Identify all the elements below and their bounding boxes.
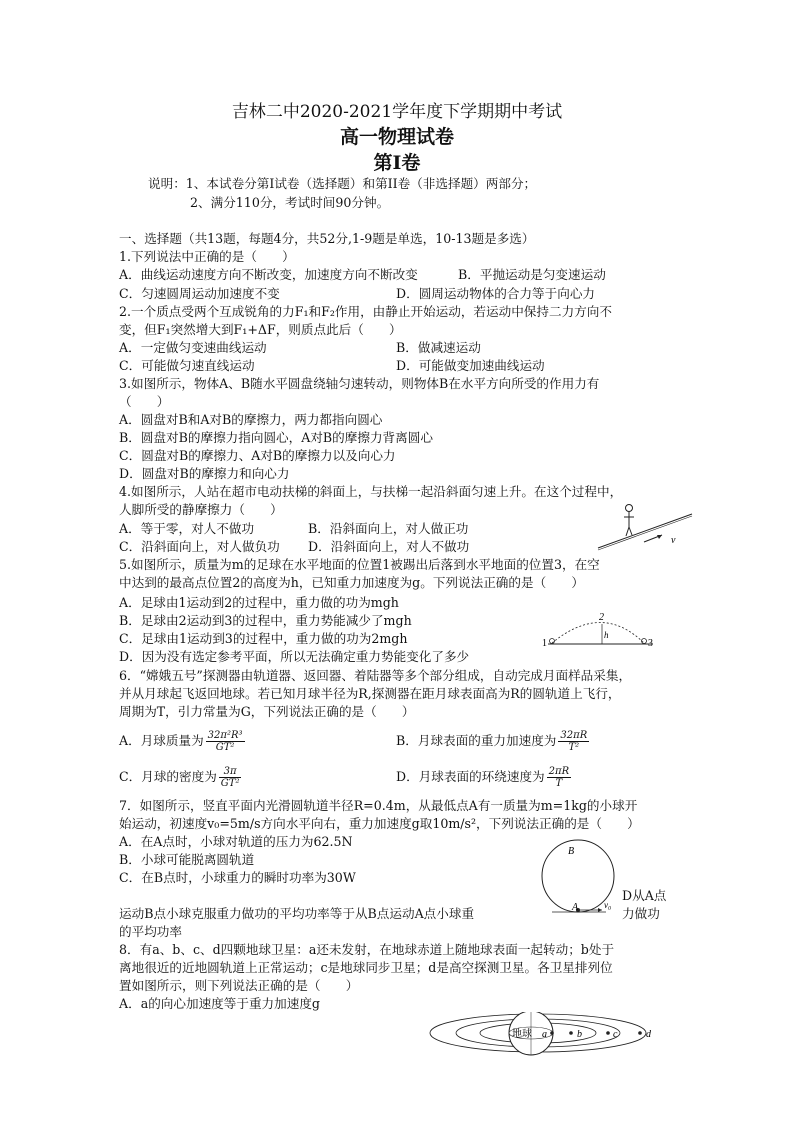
point-a-label: A — [572, 902, 579, 913]
q1-stem: 1.下列说法中正确的是（ ） — [119, 249, 295, 264]
football-trajectory-figure — [540, 610, 660, 652]
q7-stem-1: 7．如图所示，竖直平面内光滑圆轨道半径R=0.4m，从最低点A有一质量为m=1kg的小球开 — [119, 798, 638, 813]
q6-option-d-fraction — [547, 766, 571, 789]
q6-stem-1: 6．“嫦娥五号”探测器由轨道器、返回器、着陆器等多个部分组成，自动完成月面样品采集， — [119, 668, 632, 683]
q2-stem-1: 2.一个质点受两个互成锐角的力F₁和F₂作用，由静止开始运动，若运动中保持二力方向不 — [119, 304, 612, 319]
q1-option-a: A．曲线运动速度方向不断改变，加速度方向不断改变 — [119, 267, 418, 282]
note-1: 说明：1、本试卷分第Ⅰ试卷（选择题）和第II卷（非选择题）两部分； — [148, 176, 537, 191]
point-b-label: B — [568, 846, 575, 857]
q3-option-b: B．圆盘对B的摩擦力指向圆心，A对B的摩擦力背离圆心 — [119, 430, 433, 445]
satellite-a-label: a — [542, 1029, 547, 1040]
q4-option-a: A．等于零，对人不做功 — [119, 521, 255, 536]
position-2-label: 2 — [599, 612, 604, 623]
q6-option-b-fraction — [558, 730, 589, 753]
q6-option-c-text: C．月球的密度为 — [119, 769, 217, 784]
escalator-figure — [596, 500, 696, 552]
q5-option-d: D．因为没有选定参考平面，所以无法确定重力势能变化了多少 — [119, 649, 470, 664]
q6-c-numerator: 3π — [219, 766, 242, 778]
velocity-label: v — [671, 535, 676, 546]
note-2: 2、满分110分，考试时间90分钟。 — [190, 195, 390, 210]
q6-option-a-fraction — [206, 730, 245, 753]
school-title: 吉林二中2020-2021学年度下学期期中考试 — [231, 102, 563, 122]
q6-option-a-text: A．月球质量为 — [119, 733, 204, 748]
q6-option-b-text: B．月球表面的重力加速度为 — [396, 733, 557, 748]
q2-option-d: D．可能做变加速曲线运动 — [396, 358, 545, 373]
q6-stem-3: 周期为T，引力常量为G，下列说法正确的是（ ） — [119, 704, 415, 719]
height-label: h — [604, 630, 609, 640]
q4-option-c: C．沿斜面向上，对人做负功 — [119, 539, 280, 554]
q3-stem-2: （ ） — [119, 394, 170, 409]
satellites-orbit-figure — [428, 1012, 674, 1066]
q6-c-denominator: GT² — [220, 778, 240, 789]
q4-stem-1: 4.如图所示，人站在超市电动扶梯的斜面上，与扶梯一起沿斜面匀速上升。在这个过程中， — [119, 484, 623, 499]
q7-option-d-part1: D从A点 — [622, 888, 667, 903]
circular-track-figure — [532, 838, 624, 920]
q4-stem-2: 人脚所受的静摩擦力（ ） — [119, 502, 283, 517]
q4-option-d: D．沿斜面向上，对人不做功 — [308, 539, 470, 554]
q4-option-b: B．沿斜面向上，对人做正功 — [308, 521, 469, 536]
q5-option-c: C．足球由1运动到3的过程中，重力做的功为2mgh — [119, 631, 408, 646]
q6-option-a — [119, 730, 245, 753]
q2-option-c: C．可能做匀速直线运动 — [119, 358, 255, 373]
q2-stem-2: 变，但F₁突然增大到F₁+ΔF，则质点此后（ ） — [119, 322, 402, 337]
satellite-c-label: c — [613, 1029, 618, 1040]
q6-a-denominator: GT² — [215, 742, 235, 753]
q3-option-d: D．圆盘对B的摩擦力和向心力 — [119, 466, 290, 481]
q7-stem-2: 始运动，初速度v₀=5m/s方向水平向右，重力加速度g取10m/s²，下列说法正确的是（ ） — [119, 816, 640, 831]
q8-stem-2: 离地很近的近地圆轨道上正常运动；c是地球同步卫星；d是高空探测卫星。各卫星排列位 — [119, 960, 613, 975]
q5-stem-1: 5.如图所示，质量为m的足球在水平地面的位置1被踢出后落到水平地面的位置3，在空 — [119, 557, 600, 572]
q3-option-a: A．圆盘对B和A对B的摩擦力，两力都指向圆心 — [119, 412, 383, 427]
subject-title: 高一物理试卷 — [339, 126, 454, 148]
q8-stem-3: 置如图所示，则下列说法正确的是（ ） — [119, 978, 359, 993]
satellite-d-label: d — [646, 1029, 651, 1040]
q2-option-b: B．做减速运动 — [396, 340, 481, 355]
q6-option-d — [396, 766, 571, 789]
q1-option-d: D．圆周运动物体的合力等于向心力 — [396, 286, 596, 301]
q6-b-denominator: T² — [568, 742, 580, 753]
initial-velocity-label: v₀ — [604, 900, 612, 910]
q3-option-c: C．圆盘对B的摩擦力、A对B的摩擦力以及向心力 — [119, 448, 396, 463]
q7-option-a: A．在A点时，小球对轨道的压力为62.5N — [119, 834, 353, 849]
position-1-label: 1 — [542, 638, 547, 649]
q5-stem-2: 中达到的最高点位置2的高度为h，已知重力加速度为g。下列说法正确的是（ ） — [119, 575, 584, 590]
q5-option-b: B．足球由2运动到3的过程中，重力势能减少了mgh — [119, 613, 412, 628]
q6-d-numerator: 2πR — [548, 766, 570, 777]
q1-option-b: B．平抛运动是匀变速运动 — [458, 267, 606, 282]
q6-b-numerator: 32πR — [560, 730, 588, 741]
q7-option-c: C．在B点时，小球重力的瞬时功率为30W — [119, 870, 356, 885]
earth-label: 地球 — [512, 1029, 532, 1040]
q6-option-d-text: D．月球表面的环绕速度为 — [396, 769, 545, 784]
q1-option-c: C．匀速圆周运动加速度不变 — [119, 286, 280, 301]
q8-option-a: A．a的向心加速度等于重力加速度g — [119, 996, 320, 1011]
q2-option-a: A．一定做匀变速曲线运动 — [119, 340, 267, 355]
q3-stem-1: 3.如图所示，物体A、B随水平圆盘绕轴匀速转动，则物体B在水平方向所受的作用力有 — [119, 376, 600, 391]
q6-a-numerator: 32π²R³ — [207, 730, 243, 741]
q6-stem-2: 并从月球起飞返回地球。若已知月球半径为R,探测器在距月球表面高为R的圆轨道上飞行， — [119, 686, 621, 701]
q5-option-a: A．足球由1运动到2的过程中，重力做的功为mgh — [119, 595, 399, 610]
position-3-label: 3 — [648, 638, 653, 649]
q6-option-c — [119, 766, 241, 789]
q8-stem-1: 8．有a、b、c、d四颗地球卫星：a还未发射，在地球赤道上随地球表面一起转动；b处于 — [119, 942, 615, 957]
q7-option-b: B．小球可能脱离圆轨道 — [119, 852, 255, 867]
q7-option-d-part2: 运动B点小球克服重力做功的平均功率等于从B点运动A点小球重 — [119, 906, 475, 921]
q7-option-d-part4: 的平均功率 — [119, 924, 182, 939]
q7-option-d-part3: 力做功 — [622, 906, 660, 921]
q6-option-c-fraction — [219, 766, 242, 789]
section-heading: 一、选择题（共13题，每题4分，共52分,1-9题是单选，10-13题是多选） — [119, 231, 535, 246]
satellite-b-label: b — [577, 1029, 582, 1040]
volume-title: 第Ⅰ卷 — [373, 152, 421, 174]
q6-d-denominator: T — [555, 778, 563, 789]
q6-option-b — [396, 730, 589, 753]
